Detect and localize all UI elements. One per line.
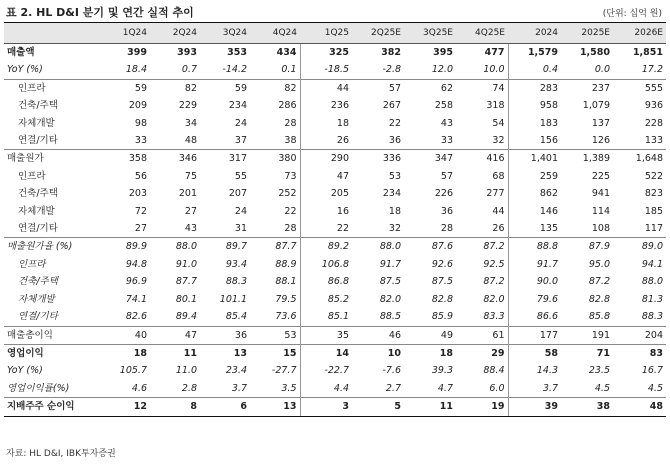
table-cell: 23.5 xyxy=(588,365,610,377)
table-cell: -2.8 xyxy=(382,64,401,76)
table-cell: 85.8 xyxy=(588,311,610,323)
table-cell: 936 xyxy=(644,100,663,112)
table-cell: 94.8 xyxy=(125,258,147,270)
table-cell: 18 xyxy=(404,344,456,362)
table-cell: 10 xyxy=(352,344,404,362)
table-cell: 12 xyxy=(100,398,150,416)
table-cell: 81.3 xyxy=(641,293,663,305)
row-label: 자체개발 xyxy=(18,117,55,129)
table-cell: 3.7 xyxy=(231,382,247,394)
table-cell: 89.9 xyxy=(100,238,150,256)
table-cell: 209 xyxy=(128,100,147,112)
source-note: 자료: HL D&I, IBK투자증권 xyxy=(6,449,116,459)
table-cell: 3.7 xyxy=(542,382,558,394)
table-cell: 46 xyxy=(352,326,404,344)
table-cell: 57 xyxy=(352,79,404,97)
table-cell: 258 xyxy=(434,100,453,112)
table-cell: 23.4 xyxy=(225,365,247,377)
table-row xyxy=(4,79,666,97)
table-row xyxy=(4,291,666,308)
table-cell: 44 xyxy=(456,203,508,220)
table-cell: 14.3 xyxy=(536,365,558,377)
table-cell: 13 xyxy=(250,398,300,416)
table-cell: 18 xyxy=(388,205,401,217)
table-cell: 14 xyxy=(300,344,352,362)
row-label: 매출원가 xyxy=(4,150,100,168)
table-cell: 0.4 xyxy=(542,64,558,76)
table-cell: 53 xyxy=(250,326,300,344)
table-cell: 226 xyxy=(434,188,453,200)
table-cell: 74.1 xyxy=(125,293,147,305)
table-cell: 234 xyxy=(228,100,247,112)
table-cell: 416 xyxy=(456,150,508,168)
table-cell: 88.8 xyxy=(508,238,561,256)
table-cell: 87.7 xyxy=(250,238,300,256)
table-cell: 38 xyxy=(250,132,300,150)
table-row xyxy=(4,344,666,362)
table-cell: 59 xyxy=(100,79,150,97)
table-cell: 16.7 xyxy=(641,365,663,377)
table-cell: 17.2 xyxy=(641,64,663,76)
row-label: YoY (%) xyxy=(7,365,43,377)
table-cell: 205 xyxy=(330,188,349,200)
table-cell: 89.0 xyxy=(613,238,666,256)
table-cell: 89.7 xyxy=(200,238,250,256)
table-cell: 59 xyxy=(200,79,250,97)
row-label: 인프라 xyxy=(4,79,100,97)
table-cell: 29 xyxy=(456,344,508,362)
table-cell: 1,580 xyxy=(579,47,610,58)
table-cell: 105.7 xyxy=(119,365,147,377)
table-cell: 88.9 xyxy=(250,256,300,273)
table-cell: 71 xyxy=(561,344,613,362)
table-cell: 93.4 xyxy=(225,258,247,270)
table-row xyxy=(4,256,666,273)
table-cell: 477 xyxy=(456,44,508,62)
table-cell: 75 xyxy=(184,170,197,182)
header-row xyxy=(4,23,666,44)
table-cell: 47 xyxy=(336,170,349,182)
table-cell: 393 xyxy=(177,47,197,58)
table-cell: 85.9 xyxy=(431,311,453,323)
table-cell: 88.0 xyxy=(352,238,404,256)
table-cell: 68 xyxy=(456,168,508,185)
row-label: 매출액 xyxy=(7,47,35,58)
table-cell: 399 xyxy=(127,47,147,58)
table-cell: 2.7 xyxy=(385,382,401,394)
table-cell: 82 xyxy=(150,79,200,97)
table-cell: 87.5 xyxy=(379,276,401,288)
table-row xyxy=(4,308,666,326)
table-cell: 35 xyxy=(300,326,352,344)
table-cell: 290 xyxy=(300,150,352,168)
table-cell: 98 xyxy=(134,117,147,129)
table-cell: 92.5 xyxy=(456,256,508,273)
table-cell: 39 xyxy=(508,398,561,416)
row-label: 매출원가율 (%) xyxy=(4,238,100,256)
table-cell: 82.0 xyxy=(456,291,508,308)
table-cell: 53 xyxy=(388,170,401,182)
table-row xyxy=(4,132,666,150)
row-label: 건축/주택 xyxy=(18,188,58,200)
table-cell: 86.8 xyxy=(327,276,349,288)
table-cell: 6 xyxy=(200,398,250,416)
table-cell: 4.6 xyxy=(131,382,147,394)
table-cell: 87.2 xyxy=(588,276,610,288)
table-cell: 207 xyxy=(228,188,247,200)
table-cell: 317 xyxy=(200,150,250,168)
table-cell: 133 xyxy=(644,135,663,147)
table-cell: 19 xyxy=(456,398,508,416)
table-cell: 88.1 xyxy=(250,273,300,290)
table-cell: 56 xyxy=(134,170,147,182)
header-cell: 4Q25E xyxy=(456,23,508,44)
table-row xyxy=(4,203,666,220)
table-cell: 382 xyxy=(381,47,401,58)
table-cell: 87.5 xyxy=(431,276,453,288)
table-cell: -22.7 xyxy=(324,365,349,377)
table-cell: 823 xyxy=(644,188,663,200)
table-cell: 146 xyxy=(539,205,558,217)
table-cell: 91.7 xyxy=(536,258,558,270)
table-cell: 87.6 xyxy=(404,238,456,256)
table-cell: 87.7 xyxy=(175,276,197,288)
table-cell: 283 xyxy=(508,79,561,97)
table-cell: 87.2 xyxy=(456,238,508,256)
table-cell: 82.8 xyxy=(588,293,610,305)
table-cell: 89.4 xyxy=(175,311,197,323)
table-cell: 18.4 xyxy=(125,64,147,76)
table-cell: 1,851 xyxy=(632,47,663,58)
table-cell: 36 xyxy=(388,135,401,147)
table-cell: 101.1 xyxy=(219,293,247,305)
table-cell: 22 xyxy=(336,223,349,235)
table-cell: 1,401 xyxy=(508,150,561,168)
table-cell: 228 xyxy=(644,117,663,129)
table-cell: 156 xyxy=(539,135,558,147)
table-cell: 28 xyxy=(440,223,453,235)
earnings-table xyxy=(4,22,666,417)
table-cell: 61 xyxy=(456,326,508,344)
table-cell: 85.4 xyxy=(225,311,247,323)
table-cell: 18 xyxy=(100,344,150,362)
table-row xyxy=(4,44,666,62)
table-cell: 24 xyxy=(234,205,247,217)
table-cell: 48 xyxy=(184,135,197,147)
table-cell: 90.0 xyxy=(536,276,558,288)
table-cell: 347 xyxy=(404,150,456,168)
table-cell: 277 xyxy=(456,185,508,202)
table-cell: 24 xyxy=(234,117,247,129)
table-cell: 114 xyxy=(591,205,610,217)
table-cell: 267 xyxy=(382,100,401,112)
row-label: 지배주주 순이익 xyxy=(4,398,100,416)
header-cell: 2025E xyxy=(561,23,613,44)
header-cell: 3Q25E xyxy=(404,23,456,44)
table-cell: 225 xyxy=(591,170,610,182)
table-cell: 43 xyxy=(184,223,197,235)
table-cell: 108 xyxy=(591,223,610,235)
row-label: 연결/기타 xyxy=(18,311,58,323)
table-cell: 346 xyxy=(150,150,200,168)
table-cell: 88.0 xyxy=(150,238,200,256)
table-cell: 8 xyxy=(150,398,200,416)
table-cell: 83 xyxy=(613,344,666,362)
table-cell: 27 xyxy=(134,223,147,235)
table-cell: 11.0 xyxy=(175,365,197,377)
table-cell: 82.8 xyxy=(431,293,453,305)
row-label: 매출총이익 xyxy=(4,326,100,344)
table-cell: 11 xyxy=(150,344,200,362)
table-cell: 58 xyxy=(508,344,561,362)
table-cell: 32 xyxy=(456,132,508,150)
table-cell: 6.0 xyxy=(456,380,508,398)
row-label: YoY (%) xyxy=(7,64,43,76)
table-cell: 91.7 xyxy=(379,258,401,270)
table-cell: 26 xyxy=(336,135,349,147)
table-cell: 0.0 xyxy=(594,64,610,76)
table-row xyxy=(4,362,666,379)
table-cell: 54 xyxy=(456,115,508,132)
table-cell: 73.6 xyxy=(250,308,300,326)
table-cell: 3.5 xyxy=(250,380,300,398)
table-row xyxy=(4,380,666,398)
table-cell: 36 xyxy=(440,205,453,217)
table-cell: 89.2 xyxy=(300,238,352,256)
row-label: 영업이익률(%) xyxy=(7,382,70,394)
table-body xyxy=(4,44,666,417)
row-label: 영업이익 xyxy=(4,344,100,362)
table-cell: 55 xyxy=(234,170,247,182)
table-cell: 94.1 xyxy=(641,258,663,270)
table-cell: 33 xyxy=(134,135,147,147)
table-cell: 1,579 xyxy=(527,47,558,58)
header-cell: 4Q24 xyxy=(250,23,300,44)
table-cell: 183 xyxy=(539,117,558,129)
table-cell: 26 xyxy=(456,220,508,238)
table-cell: 22 xyxy=(388,117,401,129)
table-cell: 16 xyxy=(336,205,349,217)
table-cell: 395 xyxy=(433,47,453,58)
table-cell: 18 xyxy=(336,117,349,129)
table-cell: 88.0 xyxy=(641,276,663,288)
table-cell: 87.2 xyxy=(456,273,508,290)
table-cell: 82.6 xyxy=(125,311,147,323)
table-cell: 85.2 xyxy=(327,293,349,305)
table-cell: 32 xyxy=(388,223,401,235)
table-cell: 237 xyxy=(561,79,613,97)
table-cell: 201 xyxy=(178,188,197,200)
table-cell: 38 xyxy=(561,398,613,416)
table-cell: 15 xyxy=(250,344,300,362)
row-label: 인프라 xyxy=(18,170,46,182)
table-cell: 33 xyxy=(440,135,453,147)
table-cell: 34 xyxy=(184,117,197,129)
table-cell: 4.7 xyxy=(437,382,453,394)
table-cell: 37 xyxy=(234,135,247,147)
table-cell: 229 xyxy=(178,100,197,112)
table-cell: 82.0 xyxy=(379,293,401,305)
table-cell: 73 xyxy=(250,168,300,185)
table-cell: 862 xyxy=(539,188,558,200)
unit-label: (단위: 십억 원) xyxy=(602,9,662,19)
table-cell: 49 xyxy=(404,326,456,344)
row-label: 연결/기타 xyxy=(18,223,58,235)
table-cell: 92.6 xyxy=(431,258,453,270)
table-cell: 86.6 xyxy=(536,311,558,323)
table-cell: 177 xyxy=(508,326,561,344)
table-cell: 95.0 xyxy=(588,258,610,270)
table-cell: 43 xyxy=(440,117,453,129)
table-cell: 83.3 xyxy=(456,308,508,326)
table-cell: 22 xyxy=(250,203,300,220)
table-cell: 0.7 xyxy=(181,64,197,76)
table-cell: -7.6 xyxy=(382,365,401,377)
table-cell: 941 xyxy=(591,188,610,200)
table-cell: 434 xyxy=(250,44,300,62)
table-cell: 137 xyxy=(591,117,610,129)
table-row xyxy=(4,185,666,202)
table-cell: 3 xyxy=(300,398,352,416)
table-cell: 39.3 xyxy=(431,365,453,377)
table-cell: 13 xyxy=(200,344,250,362)
table-cell: 12.0 xyxy=(431,64,453,76)
header-cell: 2Q25E xyxy=(352,23,404,44)
table-cell: 135 xyxy=(539,223,558,235)
header-cell: 2026E xyxy=(613,23,666,44)
table-row xyxy=(4,168,666,185)
table-cell: 286 xyxy=(250,97,300,114)
table-cell: 522 xyxy=(644,170,663,182)
table-cell: 88.3 xyxy=(225,276,247,288)
table-row xyxy=(4,220,666,238)
table-cell: 4.5 xyxy=(647,382,663,394)
table-cell: 380 xyxy=(250,150,300,168)
table-cell: 0.1 xyxy=(250,61,300,79)
table-cell: 358 xyxy=(100,150,150,168)
table-cell: 555 xyxy=(613,79,666,97)
row-label: 연결/기타 xyxy=(18,135,58,147)
table-cell: 27 xyxy=(184,205,197,217)
table-cell: 106.8 xyxy=(321,258,349,270)
table-cell: 4.5 xyxy=(594,382,610,394)
table-cell: 88.4 xyxy=(456,362,508,379)
table-cell: 88.5 xyxy=(379,311,401,323)
table-cell: 79.5 xyxy=(250,291,300,308)
table-cell: 72 xyxy=(134,205,147,217)
table-cell: 62 xyxy=(404,79,456,97)
table-cell: 74 xyxy=(456,79,508,97)
row-label: 자체개발 xyxy=(18,205,55,217)
table-cell: 1,648 xyxy=(613,150,666,168)
table-cell: 318 xyxy=(456,97,508,114)
row-label: 자체개발 xyxy=(18,293,55,305)
table-cell: 236 xyxy=(330,100,349,112)
table-cell: 203 xyxy=(128,188,147,200)
table-cell: 28 xyxy=(250,115,300,132)
table-cell: 191 xyxy=(561,326,613,344)
table-cell: 259 xyxy=(539,170,558,182)
table-cell: 185 xyxy=(644,205,663,217)
table-row xyxy=(4,61,666,79)
table-cell: 31 xyxy=(234,223,247,235)
table-cell: 36 xyxy=(200,326,250,344)
table-row xyxy=(4,273,666,290)
table-cell: -27.7 xyxy=(250,362,300,379)
table-cell: 958 xyxy=(539,100,558,112)
table-cell: 40 xyxy=(100,326,150,344)
table-cell: 4.4 xyxy=(333,382,349,394)
header-cell: 1Q25 xyxy=(300,23,352,44)
table-cell: 234 xyxy=(382,188,401,200)
table-cell: 336 xyxy=(352,150,404,168)
table-cell: 48 xyxy=(613,398,666,416)
header-cell: 1Q24 xyxy=(100,23,150,44)
table-cell: 28 xyxy=(250,220,300,238)
table-cell: 1,079 xyxy=(582,100,610,112)
table-cell: 57 xyxy=(440,170,453,182)
table-row xyxy=(4,238,666,256)
table-cell: 126 xyxy=(591,135,610,147)
table-cell: 79.6 xyxy=(536,293,558,305)
row-label: 건축/주택 xyxy=(18,100,58,112)
header-cell: 2Q24 xyxy=(150,23,200,44)
table-cell: 47 xyxy=(150,326,200,344)
row-label: 건축/주택 xyxy=(18,276,58,288)
table-row xyxy=(4,326,666,344)
header-cell: 3Q24 xyxy=(200,23,250,44)
table-title: 표 2. HL D&I 분기 및 연간 실적 추이 xyxy=(6,6,194,19)
table-cell: 117 xyxy=(644,223,663,235)
table-cell: 88.3 xyxy=(641,311,663,323)
table-row xyxy=(4,398,666,416)
table-row xyxy=(4,115,666,132)
table-cell: 91.0 xyxy=(175,258,197,270)
table-cell: 2.8 xyxy=(181,382,197,394)
table-cell: 85.1 xyxy=(327,311,349,323)
table-cell: 1,389 xyxy=(561,150,613,168)
table-cell: 87.9 xyxy=(561,238,613,256)
table-cell: 204 xyxy=(613,326,666,344)
table-cell: 96.9 xyxy=(125,276,147,288)
header-blank xyxy=(4,23,100,44)
table-cell: 353 xyxy=(227,47,247,58)
header-cell: 2024 xyxy=(508,23,561,44)
table-cell: 252 xyxy=(250,185,300,202)
table-row xyxy=(4,97,666,114)
table-cell: 10.0 xyxy=(456,61,508,79)
table-row xyxy=(4,150,666,168)
table-cell: -14.2 xyxy=(222,64,247,76)
table-cell: 325 xyxy=(329,47,349,58)
table-cell: 5 xyxy=(352,398,404,416)
table-cell: 82 xyxy=(250,79,300,97)
table-cell: 80.1 xyxy=(175,293,197,305)
table-cell: 44 xyxy=(300,79,352,97)
table-cell: 11 xyxy=(404,398,456,416)
row-label: 인프라 xyxy=(18,258,46,270)
table-cell: -18.5 xyxy=(324,64,349,76)
